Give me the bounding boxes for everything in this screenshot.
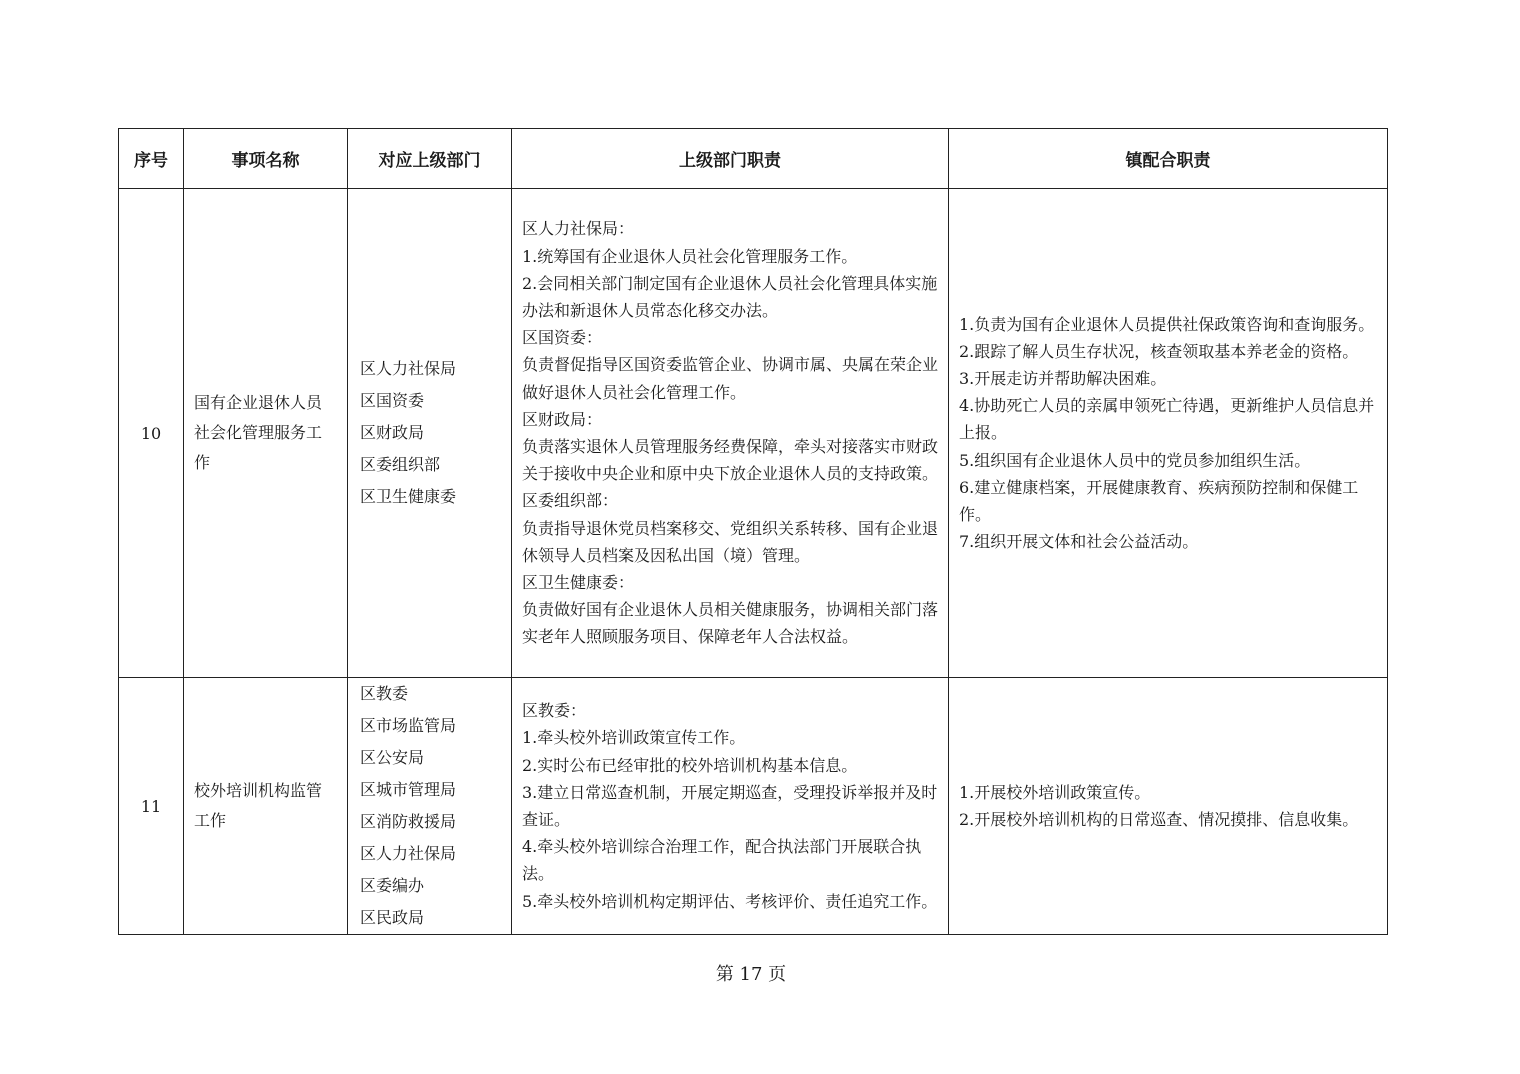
duty-line: 5.牵头校外培训机构定期评估、考核评价、责任追究工作。 [522, 891, 938, 911]
duty-line: 区财政局： [522, 409, 603, 429]
town-duty-line: 1.开展校外培训政策宣传。 [959, 782, 1151, 802]
town-duty-line: 4.协助死亡人员的亲属申领死亡待遇，更新维护人员信息并上报。 [959, 396, 1375, 443]
duty-line: 区委组织部： [522, 491, 619, 511]
header-item-name: 事项名称 [184, 129, 348, 189]
department-duty-list [512, 189, 949, 678]
row-number: 11 [119, 678, 184, 935]
duty-line: 4.牵头校外培训综合治理工作，配合执法部门开展联合执法。 [522, 837, 922, 884]
department-item: 区教委 [360, 684, 409, 703]
duty-line: 负责指导退休党员档案移交、党组织关系转移、国有企业退休领导人员档案及因私出国（境）管理。 [522, 518, 939, 565]
duty-line: 区人力社保局： [522, 219, 635, 239]
header-town-duty: 镇配合职责 [949, 129, 1388, 189]
duty-line: 3.建立日常巡查机制，开展定期巡查，受理投诉举报并及时查证。 [522, 782, 938, 829]
table-row [119, 678, 1388, 935]
item-name: 国有企业退休人员社会化管理服务工作 [184, 189, 348, 678]
department-item: 区民政局 [360, 908, 425, 927]
department-item: 区人力社保局 [360, 359, 457, 378]
town-duty-list [949, 678, 1388, 935]
department-item: 区公安局 [360, 748, 425, 767]
town-duty-line: 3.开展走访并帮助解决困难。 [959, 368, 1167, 388]
department-item: 区消防救援局 [360, 812, 457, 831]
town-duty-line: 2.跟踪了解人员生存状况，核查领取基本养老金的资格。 [959, 341, 1359, 361]
duty-line: 区卫生健康委： [522, 573, 635, 593]
department-item: 区财政局 [360, 423, 425, 442]
department-item: 区委编办 [360, 876, 425, 895]
department-item: 区人力社保局 [360, 844, 457, 863]
row-number: 10 [119, 189, 184, 678]
duty-line: 区教委： [522, 701, 587, 721]
department-item: 区城市管理局 [360, 780, 457, 799]
department-item: 区市场监管局 [360, 716, 457, 735]
department-item: 区国资委 [360, 391, 425, 410]
duty-line: 1.统筹国有企业退休人员社会化管理服务工作。 [522, 246, 858, 266]
department-list [348, 189, 512, 678]
duty-line: 2.实时公布已经审批的校外培训机构基本信息。 [522, 755, 858, 775]
header-no: 序号 [119, 129, 184, 189]
department-duty-list [512, 678, 949, 935]
table-header-row [119, 129, 1388, 189]
town-duty-list [949, 189, 1388, 678]
duty-line: 负责落实退休人员管理服务经费保障，牵头对接落实市财政关于接收中央企业和原中央下放企业退休人员的支持政策。 [522, 437, 939, 484]
item-name: 校外培训机构监管工作 [184, 678, 348, 935]
duty-line: 1.牵头校外培训政策宣传工作。 [522, 728, 746, 748]
duty-line: 负责督促指导区国资委监管企业、协调市属、央属在荣企业做好退休人员社会化管理工作。 [522, 355, 939, 402]
duty-line: 区国资委： [522, 328, 603, 348]
department-item: 区委组织部 [360, 455, 441, 474]
town-duty-line: 5.组织国有企业退休人员中的党员参加组织生活。 [959, 450, 1311, 470]
page-number: 第 17 页 [715, 964, 787, 985]
town-duty-line: 7.组织开展文体和社会公益活动。 [959, 532, 1199, 552]
header-department: 对应上级部门 [348, 129, 512, 189]
header-department-duty: 上级部门职责 [512, 129, 949, 189]
duty-table [118, 128, 1388, 935]
duty-line: 负责做好国有企业退休人员相关健康服务，协调相关部门落实老年人照顾服务项目、保障老年人合法权益。 [522, 600, 939, 647]
town-duty-line: 2.开展校外培训机构的日常巡查、情况摸排、信息收集。 [959, 810, 1359, 829]
town-duty-line: 1.负责为国有企业退休人员提供社保政策咨询和查询服务。 [959, 314, 1375, 334]
department-list [348, 678, 512, 935]
department-item: 区卫生健康委 [360, 487, 457, 506]
duty-line: 2.会同相关部门制定国有企业退休人员社会化管理具体实施办法和新退休人员常态化移交办法。 [522, 273, 938, 320]
table-row [119, 189, 1388, 678]
town-duty-line: 6.建立健康档案，开展健康教育、疾病预防控制和保健工作。 [959, 477, 1359, 524]
